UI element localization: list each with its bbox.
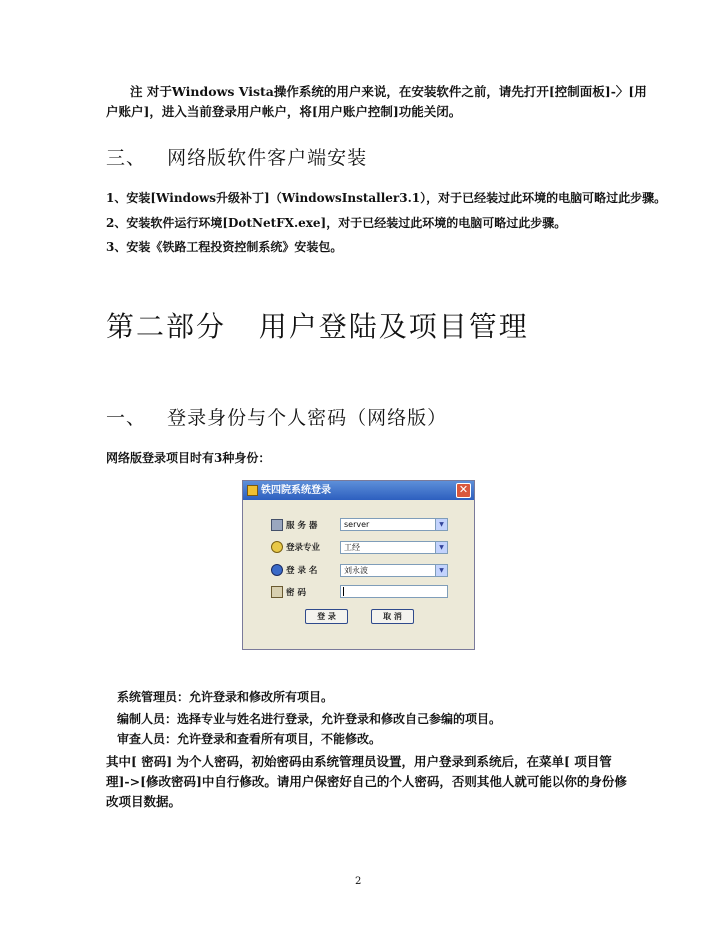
chevron-down-icon[interactable]: ▼ [435, 519, 447, 530]
chevron-down-icon[interactable]: ▼ [435, 565, 447, 576]
role-reviewer: 审查人员：允许登录和查看所有项目，不能修改。 [117, 732, 382, 746]
install-step-3: 3、安装《铁路工程投资控制系统》安装包。 [106, 240, 343, 254]
user-icon [271, 564, 283, 576]
username-select[interactable] [340, 564, 448, 577]
password-field[interactable] [340, 585, 448, 598]
server-value: server [344, 520, 370, 529]
dialog-title: 铁四院系统登录 [261, 485, 331, 496]
server-icon [271, 519, 283, 531]
close-button[interactable] [456, 483, 471, 498]
install-step-1: 1、安装[Windows升级补丁]（WindowsInstaller3.1），对于已经装过此环境的电脑可略过此步骤。 [106, 191, 667, 205]
server-label: 服 务 器 [286, 521, 318, 531]
install-step-2: 2、安装软件运行环境[DotNetFX.exe]，对于已经装过此环境的电脑可略过此步骤。 [106, 216, 567, 230]
major-icon [271, 541, 283, 553]
role-admin: 系统管理员：允许登录和修改所有项目。 [117, 690, 334, 704]
login-button[interactable]: 登 录 [305, 609, 348, 624]
password-note-line2: 理]->[修改密码]中自行修改。请用户保密好自己的个人密码，否则其他人就可能以你的身份修 [106, 774, 627, 789]
part2-heading: 第二部分 用户登陆及项目管理 [106, 310, 529, 343]
dialog-titlebar [243, 481, 474, 500]
vista-note-line1: 注 对于Windows Vista操作系统的用户来说，在安装软件之前，请先打开[控制面板]-〉[用 [130, 84, 647, 99]
username-label: 登 录 名 [286, 566, 318, 576]
server-select[interactable] [340, 518, 448, 531]
password-icon [271, 586, 283, 598]
major-label: 登录专业 [286, 543, 321, 553]
cancel-button[interactable]: 取 消 [371, 609, 414, 624]
password-note-line3: 改项目数据。 [106, 794, 182, 809]
login-dialog [242, 480, 475, 650]
app-icon [247, 485, 258, 496]
section3-heading: 三、 网络版软件客户端安装 [106, 147, 368, 169]
password-note-line1: 其中[ 密码] 为个人密码，初始密码由系统管理员设置，用户登录到系统后，在菜单[ 项目管 [106, 754, 612, 769]
chevron-down-icon[interactable]: ▼ [435, 542, 447, 553]
text-caret [343, 587, 344, 596]
role-editor: 编制人员：选择专业与姓名进行登录，允许登录和修改自己参编的项目。 [117, 712, 502, 726]
identity-intro: 网络版登录项目时有3种身份： [106, 451, 271, 465]
section1-heading: 一、 登录身份与个人密码（网络版） [106, 407, 448, 429]
major-value: 工经 [344, 543, 360, 552]
username-value: 刘永波 [344, 566, 368, 575]
close-icon: ✕ [458, 483, 469, 496]
vista-note-line2: 户账户]，进入当前登录用户帐户，将[用户账户控制]功能关闭。 [106, 104, 462, 119]
major-select[interactable] [340, 541, 448, 554]
page-number: 2 [355, 876, 362, 887]
password-label: 密 码 [286, 588, 306, 598]
